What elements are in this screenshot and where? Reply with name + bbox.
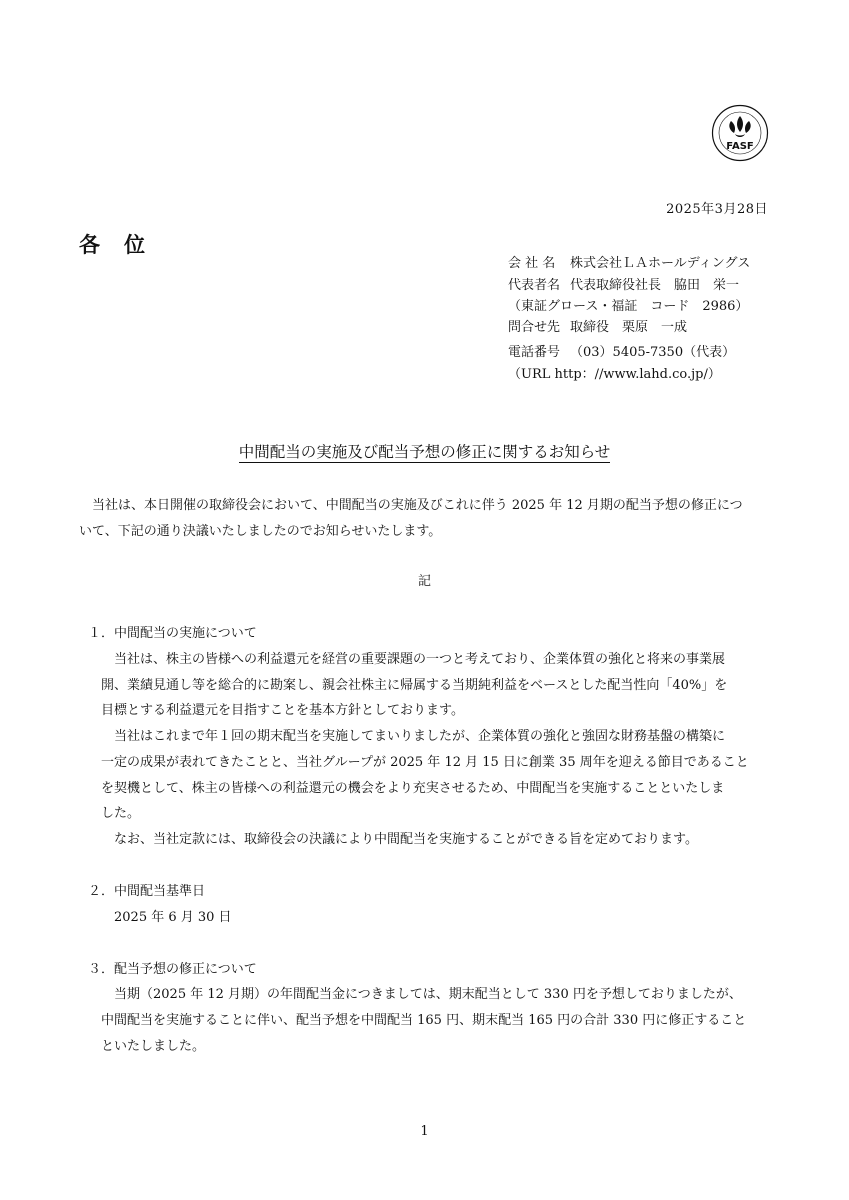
section-3-heading — [88, 958, 257, 977]
section-1-line-8: なお、当社定款には、取締役会の決議により中間配当を実施することができる旨を定めております。 — [101, 832, 698, 847]
section-1-line-3: 目標とする利益還元を目指すことを基本方針としております。 — [101, 703, 464, 718]
contact-row — [508, 321, 687, 334]
section-3-number: ３． — [88, 962, 115, 977]
contact-label: 問合せ先 — [508, 320, 561, 335]
company-name-row — [508, 257, 750, 270]
section-3-title: 配当予想の修正について — [114, 962, 257, 977]
addressee: 各位 — [79, 233, 169, 257]
representative-row — [508, 279, 739, 292]
phone-value: （03）5405-7350（代表） — [570, 345, 736, 360]
representative-value: 代表取締役社長 脇田 栄一 — [570, 278, 740, 293]
ki-mark: 記 — [417, 574, 431, 589]
section-2-title: 中間配当基準日 — [114, 884, 206, 899]
fasf-logo — [711, 104, 769, 162]
section-1-line-7: した。 — [101, 806, 141, 821]
intro-line-2: いて、下記の通り決議いたしましたのでお知らせいたします。 — [79, 524, 442, 539]
section-3-line-2: 中間配当を実施することに伴い、配当予想を中間配当 165 円、期末配当 165 円の合計 330 円に修正すること — [101, 1013, 747, 1028]
fasf-logo-icon — [711, 104, 769, 162]
representative-label: 代表者名 — [508, 278, 561, 293]
page-number: 1 — [420, 1124, 429, 1139]
section-1-heading — [88, 622, 257, 641]
phone-label: 電話番号 — [508, 345, 561, 360]
issue-date: 2025年3月28日 — [666, 202, 768, 217]
section-1-line-4: 当社はこれまで年１回の期末配当を実施してまいりましたが、企業体質の強化と強固な財務基盤の構築に — [101, 729, 726, 744]
listing-info: （東証グロース・福証 コード 2986） — [508, 299, 749, 314]
intro-line-1: 当社は、本日開催の取締役会において、中間配当の実施及びこれに伴う 2025 年 12 月期の配当予想の修正につ — [79, 498, 743, 513]
phone-row — [508, 346, 735, 359]
section-1-number: １． — [88, 626, 115, 641]
logo-text: FASF — [726, 141, 754, 152]
section-1-line-1: 当社は、株主の皆様への利益還元を経営の重要課題の一つと考えており、企業体質の強化と将来の事業展 — [101, 652, 726, 667]
section-1-line-6: を契機として、株主の皆様への利益還元の機会をより充実させるため、中間配当を実施することといたしま — [101, 781, 725, 796]
section-3-line-1: 当期（2025 年 12 月期）の年間配当金につきましては、期末配当として 330 円を予想しておりましたが、 — [101, 987, 742, 1002]
section-3-line-3: といたしました。 — [101, 1039, 206, 1054]
document-title-text: 中間配当の実施及び配当予想の修正に関するお知らせ — [238, 443, 611, 461]
company-name-label: 会 社 名 — [508, 256, 556, 271]
section-2-heading — [88, 880, 205, 899]
section-1-line-5: 一定の成果が表れてきたことと、当社グループが 2025 年 12 月 15 日に創業 35 周年を迎える節目であること — [101, 755, 749, 770]
document-title — [0, 440, 849, 462]
section-1-title: 中間配当の実施について — [114, 626, 257, 641]
contact-value: 取締役 栗原 一成 — [570, 320, 688, 335]
section-1-line-2: 開、業績見通し等を総合的に勘案し、親会社株主に帰属する当期純利益をベースとした配当性向「40%」を — [101, 678, 728, 693]
company-name-value: 株式会社ＬＡホールディングス — [570, 256, 751, 271]
section-2-number: ２． — [88, 884, 115, 899]
record-date-value: 2025 年 6 月 30 日 — [114, 910, 232, 925]
company-url: （URL http：//www.lahd.co.jp/） — [508, 367, 721, 382]
